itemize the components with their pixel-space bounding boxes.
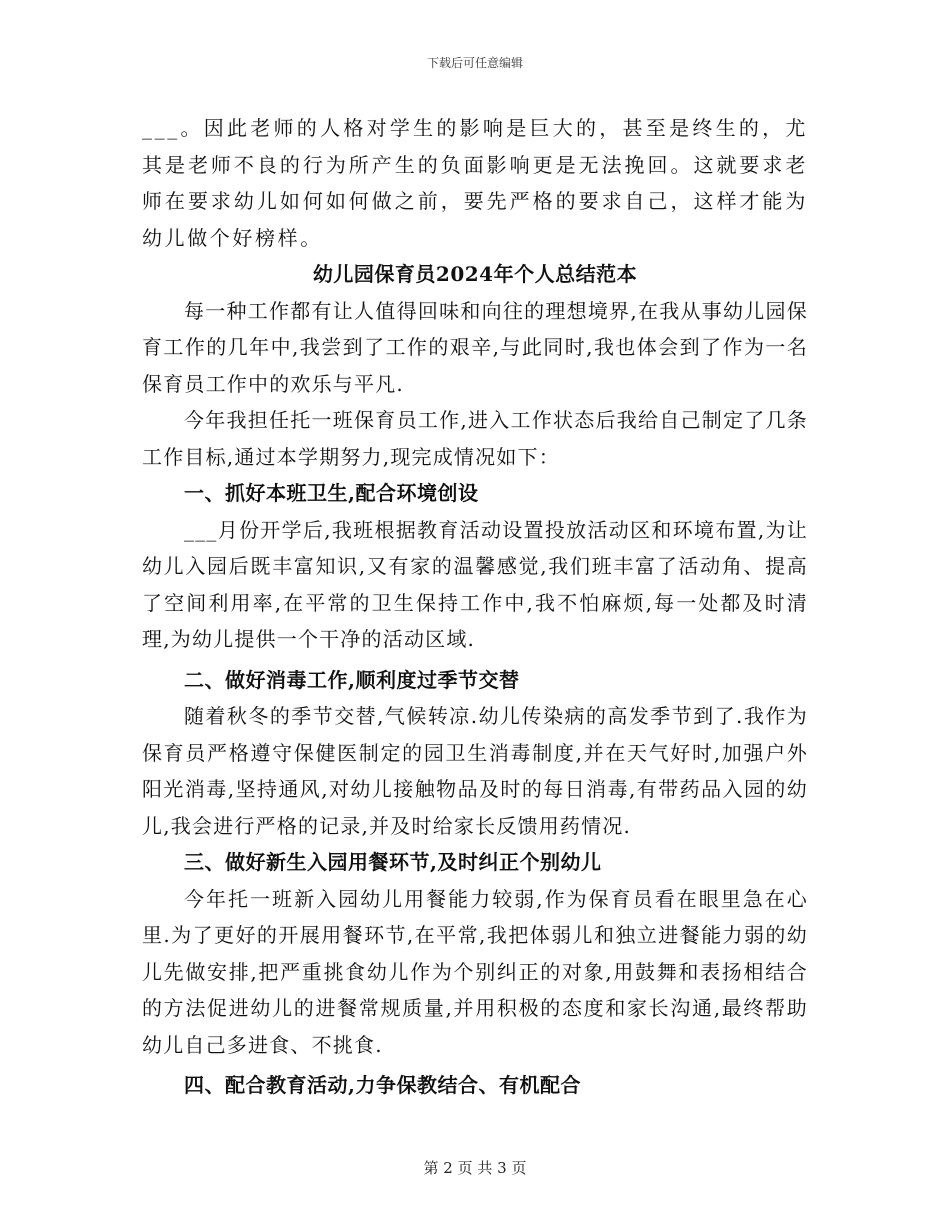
document-title: 幼儿园保育员2024年个人总结范本 — [312, 262, 638, 286]
section-heading-1: 一、抓好本班卫生,配合环境创设 — [184, 481, 479, 505]
section-heading-3: 三、做好新生入园用餐环节,及时纠正个别幼儿 — [184, 850, 602, 874]
section-heading-2: 二、做好消毒工作,顺利度过季节交替 — [184, 667, 520, 692]
paragraph-goals: 今年我担任托一班保育员工作,进入工作状态后我给自己制定了几条工作目标,通过本学期努力,现完成情况如下： — [142, 408, 808, 469]
section-heading-4: 四、配合教育活动,力争保教结合、有机配合 — [184, 1073, 581, 1097]
document-body — [142, 110, 808, 1104]
paragraph-opening: 每一种工作都有让人值得回味和向往的理想境界,在我从事幼儿园保育工作的几年中,我尝到了工作的艰辛,与此同时,我也体会到了作为一名保育员工作中的欢乐与平凡. — [142, 298, 808, 396]
section-body-3: 今年托一班新入园幼儿用餐能力较弱,作为保育员看在眼里急在心里.为了更好的开展用餐环节,在平常,我把体弱儿和独立进餐能力弱的幼儿先做安排,把严重挑食幼儿作为个别纠正的对象,用鼓舞和表扬相结合的方法促进幼儿的进餐常规质量,并用积极的态度和家长沟通,最终帮助幼儿自己多进食、不挑食. — [142, 886, 808, 1057]
section-body-2: 随着秋冬的季节交替,气候转凉.幼儿传染病的高发季节到了.我作为保育员严格遵守保健医制定的园卫生消毒制度,并在天气好时,加强户外阳光消毒,坚持通风,对幼儿接触物品及时的每日消毒,有带药品入园的幼儿,我会进行严格的记录,并及时给家长反馈用药情况. — [142, 704, 808, 838]
intro-paragraph: ___。因此老师的人格对学生的影响是巨大的，甚至是终生的，尤其是老师不良的行为所产生的负面影响更是无法挽回。这就要求老师在要求幼儿如何如何做之前，要先严格的要求自己，这样才能为幼儿做个好榜样。 — [142, 116, 808, 250]
page-number: 第 2 页 共 3 页 — [423, 1159, 527, 1177]
section-body-1: ___月份开学后,我班根据教育活动设置投放活动区和环境布置,为让幼儿入园后既丰富知识,又有家的温馨感觉,我们班丰富了活动角、提高了空间利用率,在平常的卫生保持工作中,我不怕麻烦,每一处都及时清理,为幼儿提供一个干净的活动区域. — [142, 517, 808, 651]
page-header: 下载后可任意编辑 — [426, 56, 523, 70]
